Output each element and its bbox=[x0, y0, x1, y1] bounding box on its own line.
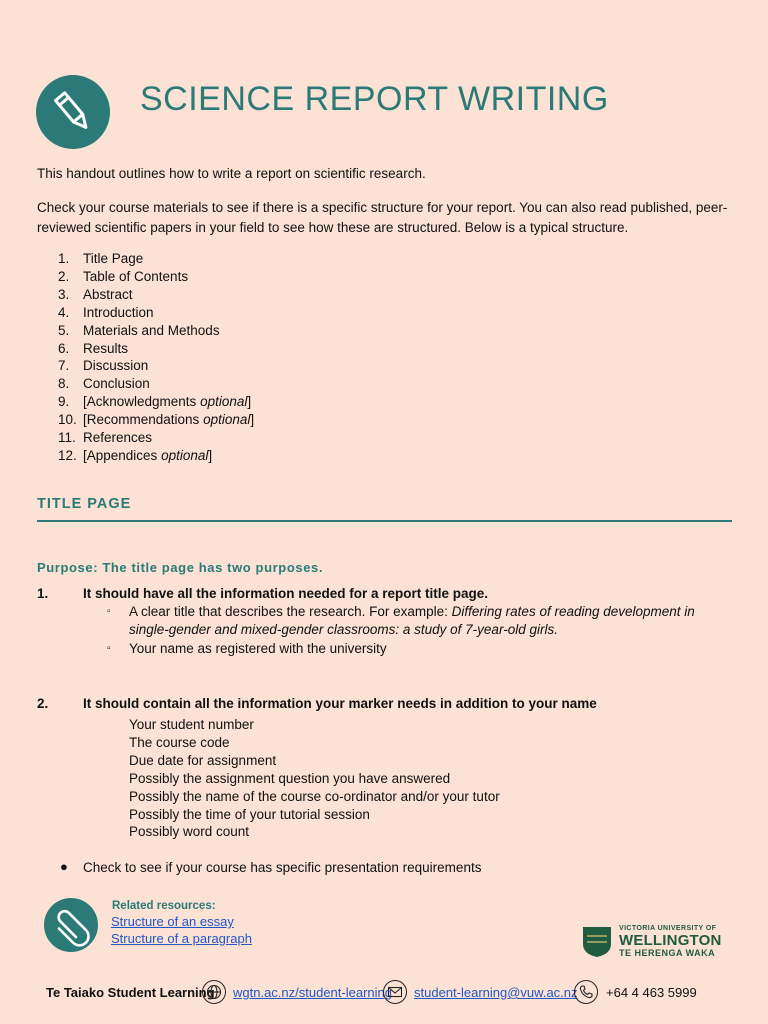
phone-number: +64 4 463 5999 bbox=[606, 985, 697, 1000]
list-item: Possibly the time of your tutorial session bbox=[129, 806, 370, 822]
list-item: 5. Materials and Methods bbox=[58, 322, 220, 338]
list-item: Possibly the name of the course co-ordinator and/or your tutor bbox=[129, 788, 500, 804]
bullet-text-continued: single-gender and mixed-gender classrooms: a study of 7-year-old girls. bbox=[129, 622, 558, 637]
bullet-text: A clear title that describes the research. For example: Differing rates of reading development in bbox=[129, 604, 695, 619]
section-divider bbox=[37, 520, 732, 522]
website-link[interactable]: wgtn.ac.nz/student-learning bbox=[233, 985, 392, 1000]
list-item: 10. [Recommendations optional] bbox=[58, 412, 255, 428]
report-structure-list bbox=[58, 250, 254, 465]
link-structure-of-essay[interactable]: Structure of an essay bbox=[111, 914, 234, 929]
list-item: 8. Conclusion bbox=[58, 376, 150, 392]
list-item: 6. Results bbox=[58, 340, 129, 356]
list-item: 7. Discussion bbox=[58, 358, 149, 374]
list-item: 9. [Acknowledgments optional] bbox=[58, 394, 252, 410]
bullet-dot-icon: ● bbox=[60, 859, 68, 874]
link-structure-of-paragraph[interactable]: Structure of a paragraph bbox=[111, 931, 252, 946]
university-name-top: VICTORIA UNIVERSITY OF bbox=[619, 925, 717, 932]
email-link[interactable]: student-learning@vuw.ac.nz bbox=[414, 985, 578, 1000]
point-heading: It should contain all the information your marker needs in addition to your name bbox=[83, 696, 597, 711]
pencil-icon bbox=[36, 75, 110, 149]
paperclip-icon bbox=[44, 898, 98, 952]
purpose-subheading: Purpose: The title page has two purposes. bbox=[37, 560, 324, 575]
paperclip-logo bbox=[44, 898, 98, 952]
related-resources-heading: Related resources: bbox=[112, 900, 216, 912]
list-item: 12. [Appendices optional] bbox=[58, 447, 213, 463]
list-item: Your student number bbox=[129, 717, 254, 732]
intro-paragraph: Check your course materials to see if there is a specific structure for your report. You can also read published, peer-reviewed scientific papers in your field to see how these are structured. Below is a typical structure. bbox=[37, 200, 728, 235]
list-item: Possibly word count bbox=[129, 824, 250, 840]
list-item: The course code bbox=[129, 734, 230, 750]
square-bullet-icon: ▫ bbox=[107, 643, 111, 654]
marker-info-list bbox=[129, 716, 500, 841]
point-number: 2. bbox=[37, 696, 49, 711]
page-title: SCIENCE REPORT WRITING bbox=[140, 80, 609, 118]
globe-icon bbox=[202, 980, 226, 1004]
intro-text: This handout outlines how to write a report on scientific research. bbox=[37, 166, 426, 181]
list-item: 2. Table of Contents bbox=[58, 268, 189, 284]
list-item: 3. Abstract bbox=[58, 286, 133, 302]
footer-org-name: Te Taiako Student Learning bbox=[46, 985, 215, 1000]
point-number: 1. bbox=[37, 586, 49, 601]
list-item: 4. Introduction bbox=[58, 304, 154, 320]
list-item: 11. References bbox=[58, 430, 153, 446]
university-crest-icon bbox=[582, 926, 612, 958]
envelope-icon bbox=[383, 980, 407, 1004]
list-item: Due date for assignment bbox=[129, 752, 277, 768]
phone-icon bbox=[574, 980, 598, 1004]
point-heading: It should have all the information needed for a report title page. bbox=[83, 586, 489, 601]
section-heading: TITLE PAGE bbox=[37, 496, 132, 512]
check-note: Check to see if your course has specific presentation requirements bbox=[83, 860, 482, 875]
bullet-text: Your name as registered with the university bbox=[129, 641, 387, 656]
university-logo bbox=[582, 926, 612, 963]
university-name: WELLINGTON bbox=[619, 932, 722, 949]
university-maori-name: TE HERENGA WAKA bbox=[619, 948, 716, 958]
list-item: Possibly the assignment question you have answered bbox=[129, 770, 451, 786]
pencil-logo bbox=[36, 75, 110, 149]
square-bullet-icon: ▫ bbox=[107, 606, 111, 617]
list-item: 1. Title Page bbox=[58, 251, 144, 266]
